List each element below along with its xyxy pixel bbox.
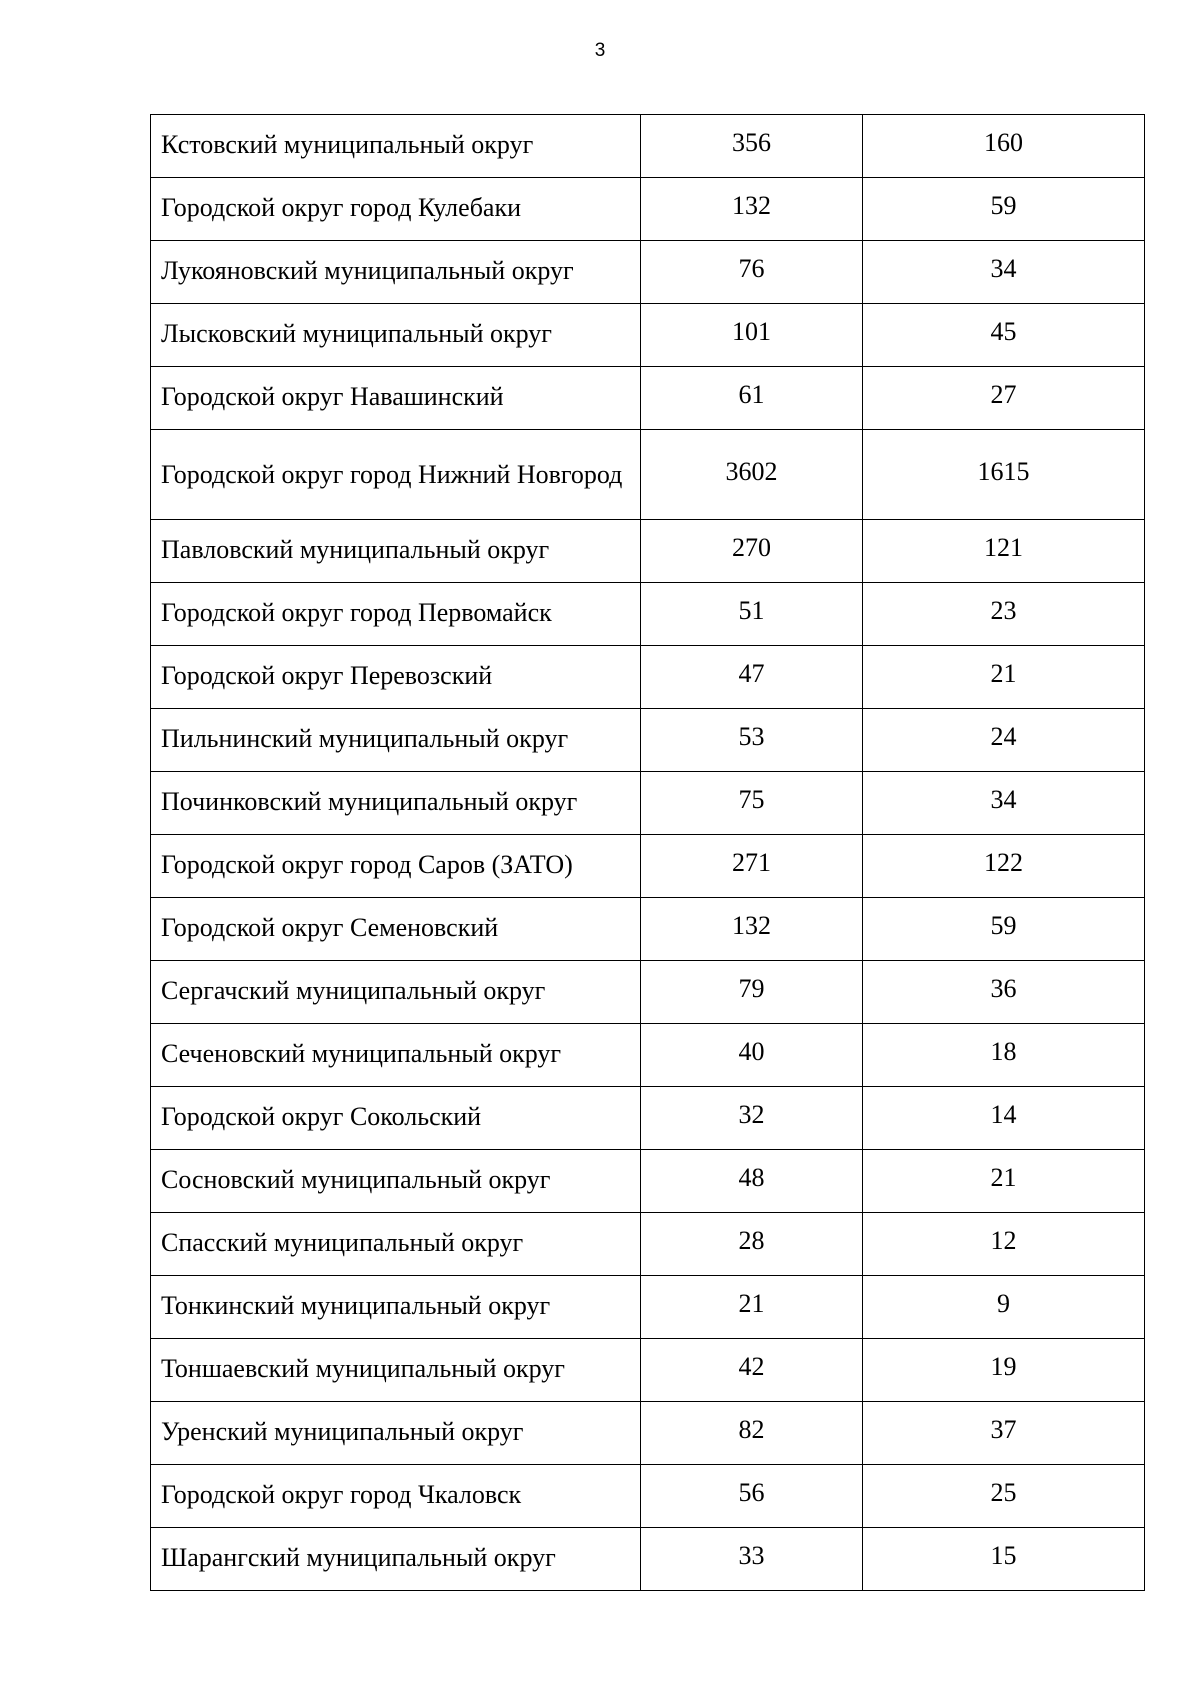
value-column-1: 3602	[641, 430, 863, 520]
table-row	[151, 646, 1145, 709]
value-column-2: 12	[863, 1213, 1145, 1276]
value-column-2: 18	[863, 1024, 1145, 1087]
value-column-2: 24	[863, 709, 1145, 772]
district-name: Городской округ город Кулебаки	[151, 178, 641, 241]
table-row	[151, 898, 1145, 961]
value-column-1: 28	[641, 1213, 863, 1276]
table-row	[151, 178, 1145, 241]
value-column-2: 21	[863, 1150, 1145, 1213]
value-column-2: 19	[863, 1339, 1145, 1402]
district-name: Шарангский муниципальный округ	[151, 1528, 641, 1591]
value-column-2: 1615	[863, 430, 1145, 520]
district-name: Городской округ Сокольский	[151, 1087, 641, 1150]
district-name: Городской округ город Нижний Новгород	[151, 430, 641, 520]
table-row	[151, 520, 1145, 583]
district-name: Городской округ Семеновский	[151, 898, 641, 961]
value-column-2: 121	[863, 520, 1145, 583]
value-column-1: 40	[641, 1024, 863, 1087]
value-column-1: 56	[641, 1465, 863, 1528]
value-column-1: 76	[641, 241, 863, 304]
table-row	[151, 115, 1145, 178]
value-column-2: 21	[863, 646, 1145, 709]
value-column-1: 33	[641, 1528, 863, 1591]
district-name: Городской округ город Саров (ЗАТО)	[151, 835, 641, 898]
value-column-1: 48	[641, 1150, 863, 1213]
value-column-1: 47	[641, 646, 863, 709]
table-row	[151, 961, 1145, 1024]
value-column-1: 42	[641, 1339, 863, 1402]
value-column-2: 37	[863, 1402, 1145, 1465]
table-row	[151, 1087, 1145, 1150]
value-column-1: 101	[641, 304, 863, 367]
value-column-2: 59	[863, 178, 1145, 241]
district-name: Кстовский муниципальный округ	[151, 115, 641, 178]
value-column-1: 82	[641, 1402, 863, 1465]
table-row	[151, 1213, 1145, 1276]
table-row	[151, 772, 1145, 835]
district-name: Городской округ город Чкаловск	[151, 1465, 641, 1528]
table-row	[151, 304, 1145, 367]
table-row	[151, 241, 1145, 304]
value-column-1: 32	[641, 1087, 863, 1150]
district-name: Тоншаевский муниципальный округ	[151, 1339, 641, 1402]
table-row	[151, 367, 1145, 430]
table-row	[151, 1465, 1145, 1528]
table-row	[151, 1402, 1145, 1465]
data-table	[150, 114, 1145, 1591]
value-column-1: 79	[641, 961, 863, 1024]
district-name: Пильнинский муниципальный округ	[151, 709, 641, 772]
district-name: Лукояновский муниципальный округ	[151, 241, 641, 304]
value-column-1: 61	[641, 367, 863, 430]
value-column-2: 45	[863, 304, 1145, 367]
value-column-2: 23	[863, 583, 1145, 646]
table-row	[151, 1339, 1145, 1402]
table-row	[151, 1528, 1145, 1591]
value-column-2: 122	[863, 835, 1145, 898]
district-name: Уренский муниципальный округ	[151, 1402, 641, 1465]
value-column-2: 15	[863, 1528, 1145, 1591]
value-column-1: 75	[641, 772, 863, 835]
district-name: Павловский муниципальный округ	[151, 520, 641, 583]
table-row	[151, 1150, 1145, 1213]
value-column-2: 25	[863, 1465, 1145, 1528]
table-row	[151, 835, 1145, 898]
value-column-2: 9	[863, 1276, 1145, 1339]
district-name: Тонкинский муниципальный округ	[151, 1276, 641, 1339]
district-name: Сеченовский муниципальный округ	[151, 1024, 641, 1087]
value-column-2: 36	[863, 961, 1145, 1024]
table-row	[151, 430, 1145, 520]
value-column-2: 14	[863, 1087, 1145, 1150]
value-column-2: 34	[863, 241, 1145, 304]
district-name: Спасский муниципальный округ	[151, 1213, 641, 1276]
table-row	[151, 583, 1145, 646]
value-column-1: 51	[641, 583, 863, 646]
district-name: Городской округ Навашинский	[151, 367, 641, 430]
district-name: Сосновский муниципальный округ	[151, 1150, 641, 1213]
value-column-2: 59	[863, 898, 1145, 961]
district-name: Починковский муниципальный округ	[151, 772, 641, 835]
value-column-1: 132	[641, 178, 863, 241]
table-row	[151, 1024, 1145, 1087]
value-column-1: 270	[641, 520, 863, 583]
value-column-1: 21	[641, 1276, 863, 1339]
table-row	[151, 1276, 1145, 1339]
value-column-2: 27	[863, 367, 1145, 430]
district-name: Лысковский муниципальный округ	[151, 304, 641, 367]
value-column-2: 34	[863, 772, 1145, 835]
district-name: Сергачский муниципальный округ	[151, 961, 641, 1024]
value-column-1: 356	[641, 115, 863, 178]
district-name: Городской округ Перевозский	[151, 646, 641, 709]
value-column-1: 132	[641, 898, 863, 961]
value-column-1: 271	[641, 835, 863, 898]
page-number: 3	[594, 40, 606, 61]
value-column-2: 160	[863, 115, 1145, 178]
table-row	[151, 709, 1145, 772]
district-name: Городской округ город Первомайск	[151, 583, 641, 646]
value-column-1: 53	[641, 709, 863, 772]
